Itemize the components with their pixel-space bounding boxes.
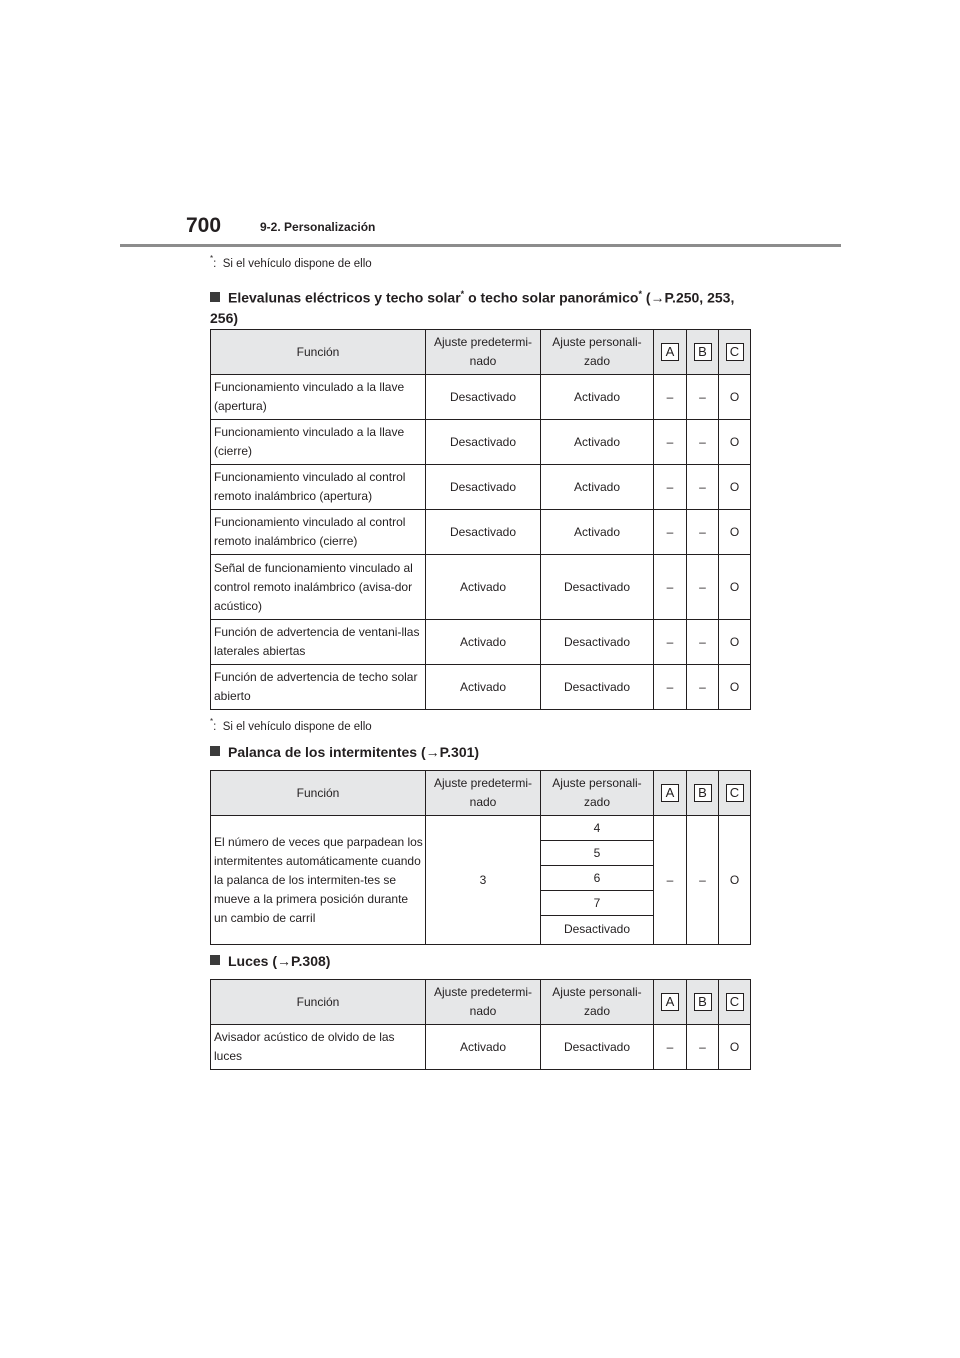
cell-funcion: Funcionamiento vinculado a la llave (cierre) [211,420,426,465]
option-item: Desactivado [563,922,631,936]
cell-b: – [687,465,719,510]
cell-b: – [687,555,719,620]
cell-a: – [654,420,687,465]
table-row [211,1025,751,1070]
cell-funcion: Función de advertencia de techo solar abierto [211,665,426,710]
section-title: 9-2. Personalización [260,220,376,234]
c-box: C [726,343,744,361]
header-divider [120,244,841,247]
cell-b: – [687,665,719,710]
cell-a: – [654,665,687,710]
cell-c: O [719,510,751,555]
asterisk-mark: * [460,289,465,299]
table-row [211,465,751,510]
table-row [211,816,751,945]
heading-text: Palanca de los intermitentes (→P.301) [228,744,480,760]
cell-a: – [654,816,687,945]
footnote-mark: * [210,717,214,726]
col-ajuste-personalizado: Ajuste personali-zado [541,330,654,375]
option-item: 5 [541,841,653,866]
option-item: 6 [541,866,653,891]
col-ajuste-predeterminado: Ajuste predetermi-nado [426,980,541,1025]
cell-c: O [719,555,751,620]
table-header-row [211,980,751,1025]
c-box: C [726,784,744,802]
heading-turn-signal-lever [210,742,750,762]
cell-c: O [719,465,751,510]
cell-a: – [654,375,687,420]
cell-default: Activado [426,1025,541,1070]
b-box: B [694,993,712,1011]
a-box: A [661,993,679,1011]
col-funcion: Función [211,330,426,375]
cell-default: Desactivado [426,420,541,465]
asterisk-mark: * [638,289,642,299]
footnote-text: Si el vehículo dispone de ello [222,257,372,270]
square-bullet-icon [210,746,220,756]
table-row [211,510,751,555]
col-a [654,771,687,816]
col-a [654,980,687,1025]
table-header-row [211,771,751,816]
cell-funcion: Funcionamiento vinculado a la llave (apertura) [211,375,426,420]
power-windows-table [210,329,751,710]
cell-a: – [654,620,687,665]
col-a [654,330,687,375]
col-ajuste-predeterminado: Ajuste predetermi-nado [426,771,541,816]
cell-default: Desactivado [426,375,541,420]
col-c [719,771,751,816]
square-bullet-icon [210,955,220,965]
cell-a: – [654,510,687,555]
cell-c: O [719,665,751,710]
col-c [719,980,751,1025]
cell-c: O [719,816,751,945]
cell-default: Activado [426,665,541,710]
cell-c: O [719,620,751,665]
footnote: *: Si el vehículo dispone de ello [210,717,372,733]
footnote: *: Si el vehículo dispone de ello [210,254,372,270]
table-row [211,420,751,465]
c-box: C [726,993,744,1011]
col-funcion: Función [211,771,426,816]
col-ajuste-predeterminado: Ajuste predetermi-nado [426,330,541,375]
cell-custom: Activado [541,375,654,420]
cell-c: O [719,420,751,465]
cell-custom: Desactivado [541,665,654,710]
cell-a: – [654,465,687,510]
heading-part-c: (→P.250, 253, 256) [210,289,735,326]
cell-default: Desactivado [426,465,541,510]
page-number: 700 [186,214,222,237]
col-b [687,330,719,375]
turn-signal-table [210,770,751,945]
cell-default: Activado [426,555,541,620]
cell-funcion: Funcionamiento vinculado al control remoto inalámbrico (cierre) [211,510,426,555]
cell-custom-options [541,816,654,945]
cell-b: – [687,1025,719,1070]
table-header-row [211,330,751,375]
cell-custom: Desactivado [541,555,654,620]
cell-custom: Desactivado [541,1025,654,1070]
cell-custom: Activado [541,510,654,555]
cell-c: O [719,1025,751,1070]
square-bullet-icon [210,292,220,302]
option-item: 7 [541,891,653,916]
footnote-text: Si el vehículo dispone de ello [222,720,372,733]
heading-lights [210,951,750,971]
table-row [211,555,751,620]
b-box: B [694,343,712,361]
cell-custom: Activado [541,420,654,465]
cell-custom: Activado [541,465,654,510]
footnote-mark: * [210,254,214,263]
cell-default: Desactivado [426,510,541,555]
cell-funcion: Función de advertencia de ventani-llas laterales abiertas [211,620,426,665]
cell-b: – [687,510,719,555]
heading-part-b: o techo solar panorámico [464,289,639,306]
table-row [211,665,751,710]
cell-funcion: Funcionamiento vinculado al control remoto inalámbrico (apertura) [211,465,426,510]
col-ajuste-personalizado: Ajuste personali-zado [541,980,654,1025]
a-box: A [661,784,679,802]
cell-funcion: Señal de funcionamiento vinculado al control remoto inalámbrico (avisa-dor acústico) [211,555,426,620]
cell-c: O [719,375,751,420]
cell-b: – [687,420,719,465]
cell-b: – [687,620,719,665]
cell-a: – [654,1025,687,1070]
a-box: A [661,343,679,361]
cell-b: – [687,816,719,945]
b-box: B [694,784,712,802]
heading-text: Luces (→P.308) [228,953,331,969]
col-b [687,980,719,1025]
col-b [687,771,719,816]
col-ajuste-personalizado: Ajuste personali-zado [541,771,654,816]
cell-a: – [654,555,687,620]
option-item: 4 [541,816,653,841]
col-funcion: Función [211,980,426,1025]
col-c [719,330,751,375]
cell-default: 3 [426,816,541,945]
heading-part-a: Elevalunas eléctricos y techo solar [228,289,461,306]
cell-b: – [687,375,719,420]
heading-power-windows [210,284,750,328]
cell-default: Activado [426,620,541,665]
table-row [211,375,751,420]
cell-custom: Desactivado [541,620,654,665]
cell-funcion: El número de veces que parpadean los intermitentes automáticamente cuando la palanca de los intermiten-tes se mueve a la primera posición durante un cambio de carril [211,816,426,945]
cell-funcion: Avisador acústico de olvido de las luces [211,1025,426,1070]
table-row [211,620,751,665]
lights-table [210,979,751,1070]
